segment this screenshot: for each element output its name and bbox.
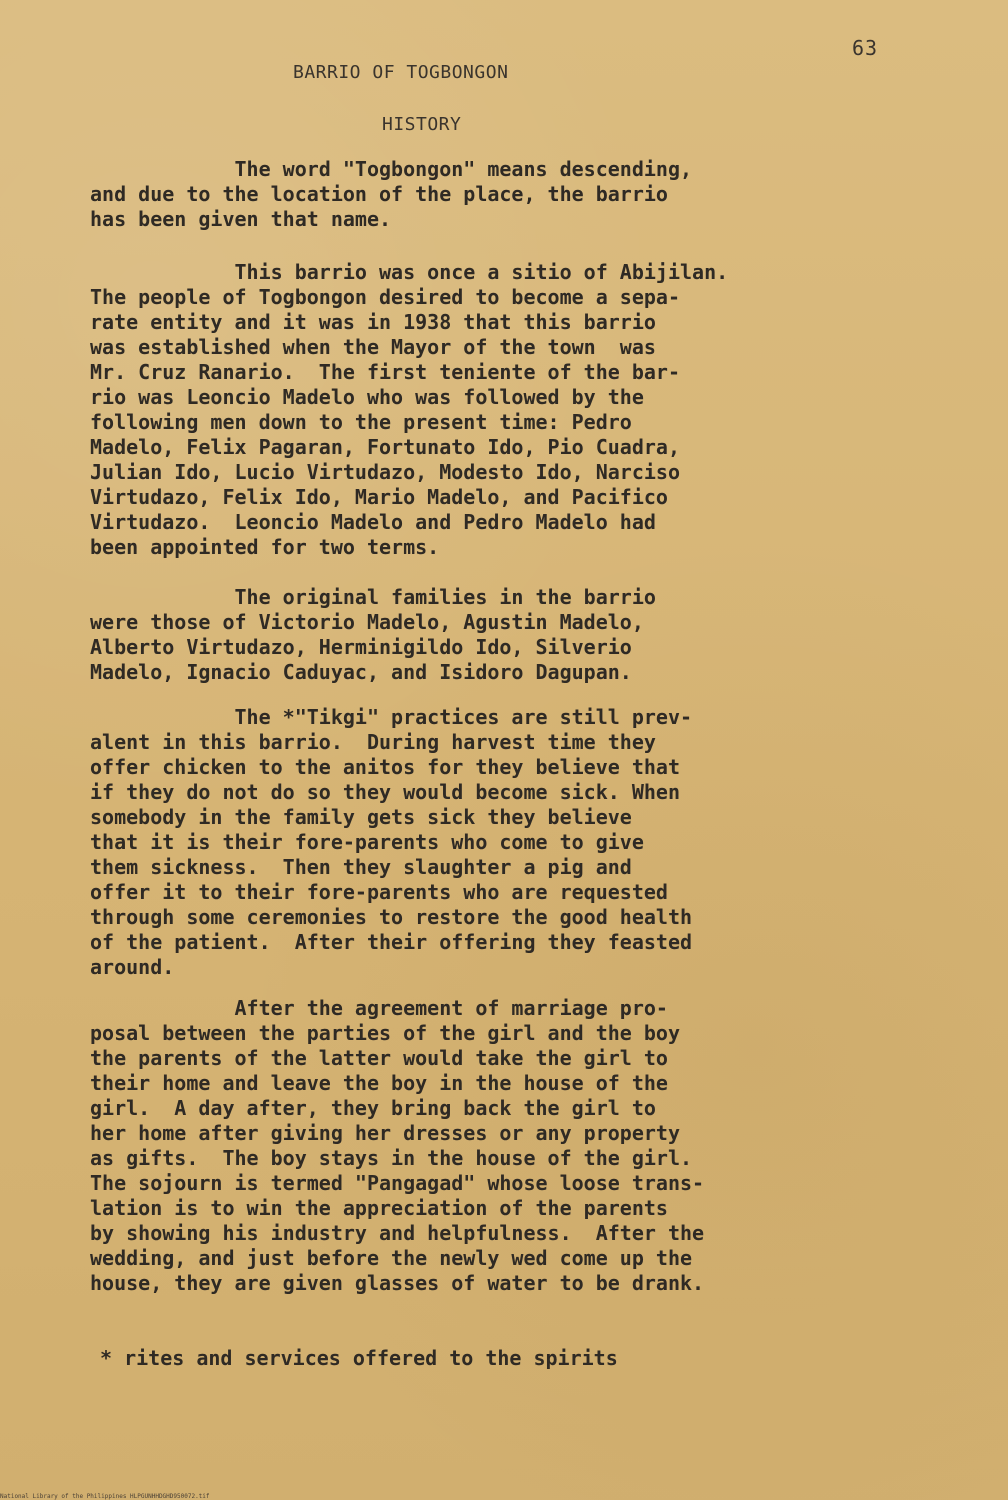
document-title: BARRIO OF TOGBONGON [293, 62, 509, 83]
paragraph-3: The original families in the barrio were those of Victorio Madelo, Agustin Madelo, Alberto Virtudazo, Herminigildo Ido, Silverio Madelo, Ignacio Caduyac, and Isidoro Dagupan. [90, 585, 656, 684]
page-number: 63 [852, 36, 879, 60]
footnote: * rites and services offered to the spirits [100, 1346, 618, 1370]
paragraph-2: This barrio was once a sitio of Abijilan. The people of Togbongon desired to become a sepa- rate entity and it was in 1938 that this barrio was established when the Mayor of the town was Mr. Cruz Ranario. The first teniente of the bar- rio was Leoncio Madelo who was followed by the following men down to the present time: Pedro Madelo, Felix Pagaran, Fortunato Ido, Pio Cuadra, Julian Ido, Lucio Virtudazo, Modesto Ido, Narciso Virtudazo, Felix Ido, Mario Madelo, and Pacifico Virtudazo. Leoncio Madelo and Pedro Madelo had been appointed for two terms. [90, 260, 729, 559]
paragraph-1: The word "Togbongon" means descending, and due to the location of the place, the barrio has been given that name. [90, 157, 693, 231]
paragraph-5: After the agreement of marriage pro- posal between the parties of the girl and the boy the parents of the latter would take the girl to their home and leave the boy in the house of the girl. A day after, they bring back the girl to her home after giving her dresses or any property as gifts. The boy stays in the house of the girl. The sojourn is termed "Pangagad" whose loose trans- lation is to win the appreciation of the parents by showing his industry and helpfulness. After the wedding, and just before the newly wed come up the house, they are given glasses of water to be drank. [90, 996, 705, 1295]
paragraph-4: The *"Tikgi" practices are still prev- alent in this barrio. During harvest time they offer chicken to the anitos for they believe that if they do not do so they would become sick. When somebody in the family gets sick they believe that it is their fore-parents who come to give them sickness. Then they slaughter a pig and offer it to their fore-parents who are requested through some ceremonies to restore the good health of the patient. After their offering they feasted around. [90, 705, 693, 979]
source-line: National Library of the Philippines HLPGUNHHDGHD950072.tif [0, 1493, 210, 1500]
section-heading: HISTORY [382, 114, 462, 135]
